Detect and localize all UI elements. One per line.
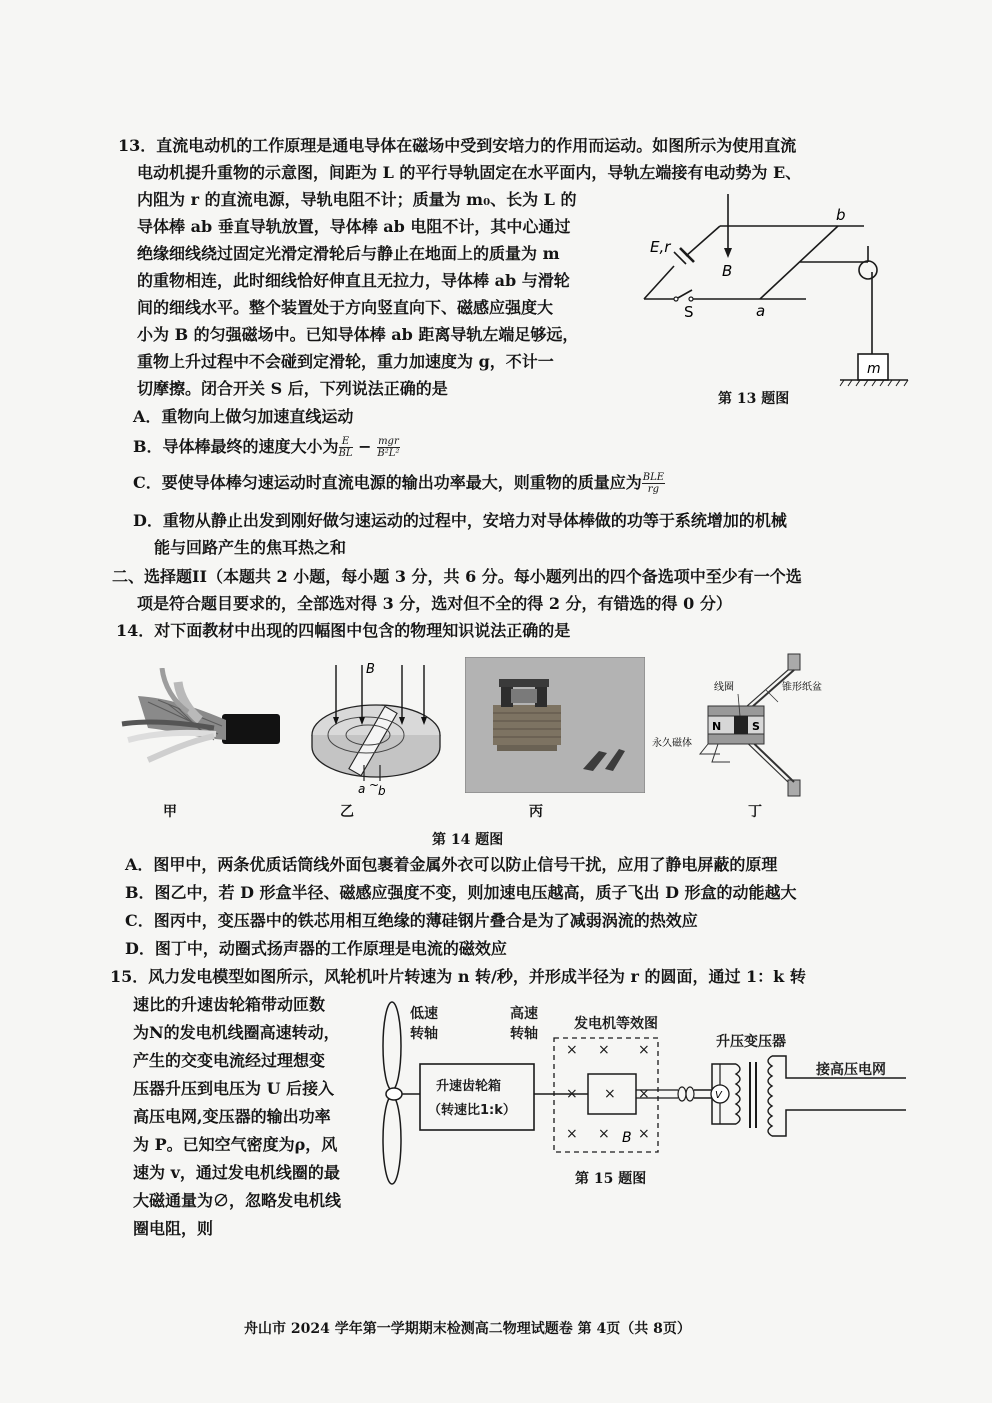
q14-option-d: D．图丁中，动圈式扬声器的工作原理是电流的磁效应 <box>125 939 507 958</box>
q15-line-9: 大磁通量为∅，忽略发电机线 <box>133 1191 342 1210</box>
x-mark: × <box>638 1086 650 1102</box>
frac-num: mgr <box>378 436 399 447</box>
q13-line-4: 导体棒 ab 垂直导轨放置，导体棒 ab 电阻不计，其中心通过 <box>137 217 571 236</box>
q13-line-6: 的重物相连，此时细线恰好伸直且无拉力，导体棒 ab 与滑轮 <box>137 271 570 290</box>
label-low-speed-1: 低速 <box>410 1006 438 1022</box>
frac-den: rg <box>647 484 659 495</box>
q15-line-6: 高压电网,变压器的输出功率 <box>133 1107 331 1126</box>
q14-stem: 14．对下面教材中出现的四幅图中包含的物理知识说法正确的是 <box>116 621 571 640</box>
q14-option-b: B．图乙中，若 D 形盒半径、磁感应强度不变，则加速电压越高，质子飞出 D 形盒的动能越大 <box>125 883 797 902</box>
q13-option-a: A．重物向上做匀加速直线运动 <box>133 407 354 426</box>
fraction-mgr-over-B2L2 <box>377 436 400 459</box>
q13-option-d-line-1: D．重物从静止出发到刚好做匀速运动的过程中，安培力对导体棒做的功等于系统增加的机械 <box>133 511 787 530</box>
q13-option-c-prefix: C．要使导体棒匀速运动时直流电源的输出功率最大，则重物的质量应为 <box>133 473 642 492</box>
figure-14-label-jia: 甲 <box>163 804 177 820</box>
figure-14-label-yi: 乙 <box>340 804 354 820</box>
q13-line-7: 间的细线水平。整个装置处于方向竖直向下、磁感应强度大 <box>137 298 554 317</box>
label-magnet: 永久磁体 <box>652 738 692 749</box>
label-E-r: E,r <box>650 238 671 256</box>
label-S: S <box>752 720 760 733</box>
minus-sign: − <box>352 437 378 456</box>
fraction-BLE-over-rg <box>642 472 665 495</box>
q13-line-5: 绝缘细线绕过固定光滑定滑轮后与静止在地面上的质量为 m <box>137 244 560 263</box>
q13-line-9: 重物上升过程中不会碰到定滑轮，重力加速度为 g，不计一 <box>137 352 554 371</box>
figure-14-cable <box>118 668 280 772</box>
figure-14-transformer-photo <box>465 657 645 793</box>
section-2-line-2: 项是符合题目要求的，全部选对得 3 分，选对但不全的得 2 分，有错选的得 0 分） <box>137 594 732 613</box>
voltmeter-icon: V <box>715 1090 722 1101</box>
figure-14-loudspeaker <box>648 650 840 798</box>
section-2-line-1: 二、选择题II（本题共 2 小题，每小题 3 分，共 6 分。每小题列出的四个备选项中至少有一个选 <box>112 567 802 586</box>
x-mark: × <box>598 1042 610 1058</box>
label-N: N <box>712 720 722 733</box>
label-high-speed-2: 转轴 <box>510 1026 538 1042</box>
q13-line-8: 小为 B 的匀强磁场中。已知导体棒 ab 距离导轨左端足够远， <box>137 325 579 344</box>
label-b: b <box>836 206 846 224</box>
frac-num: E <box>339 436 353 448</box>
q15-line-7: 为 P。已知空气密度为ρ，风 <box>133 1135 338 1154</box>
fraction-E-over-BL <box>339 436 353 459</box>
label-coil: 线圈 <box>714 682 734 693</box>
page-footer: 舟山市 2024 学年第一学期期末检测高二物理试题卷 第 4页（共 8页） <box>244 1321 691 1337</box>
q14-option-c: C．图丙中，变压器中的铁芯用相互绝缘的薄硅钢片叠合是为了减弱涡流的热效应 <box>125 911 698 930</box>
figure-15-diagram <box>372 994 908 1190</box>
label-gearbox-1: 升速齿轮箱 <box>436 1079 502 1094</box>
figure-15-caption: 第 15 题图 <box>575 1171 647 1187</box>
x-mark: × <box>566 1042 578 1058</box>
q13-line-3: 内阻为 r 的直流电源，导轨电阻不计；质量为 m₀、长为 L 的 <box>137 190 577 209</box>
q15-line-2: 速比的升速齿轮箱带动匝数 <box>133 995 326 1014</box>
label-tilde: ~ <box>369 778 380 792</box>
label-B: B <box>366 662 375 677</box>
figure-14-cyclotron <box>306 655 454 795</box>
label-b: b <box>378 784 386 795</box>
figure-13-diagram <box>636 186 916 398</box>
q13-line-10: 切摩擦。闭合开关 S 后，下列说法正确的是 <box>137 379 448 398</box>
label-S: S <box>684 303 694 321</box>
label-m: m <box>867 361 881 377</box>
frac-den: B²L² <box>377 448 400 459</box>
figure-14-caption: 第 14 题图 <box>432 832 504 848</box>
label-B: B <box>622 1130 632 1146</box>
label-generator: 发电机等效图 <box>574 1016 658 1032</box>
x-mark: × <box>638 1042 650 1058</box>
q13-option-b <box>133 434 400 460</box>
label-high-speed-1: 高速 <box>510 1006 538 1022</box>
figure-13-caption: 第 13 题图 <box>718 391 790 407</box>
q13-option-d-line-2: 能与回路产生的焦耳热之和 <box>154 538 347 557</box>
q15-line-5: 压器升压到电压为 U 后接入 <box>133 1079 335 1098</box>
x-mark: × <box>566 1126 578 1142</box>
label-low-speed-2: 转轴 <box>410 1026 438 1042</box>
label-gearbox-2: （转速比1:k） <box>428 1103 516 1118</box>
label-cone: 锥形纸盆 <box>782 682 822 693</box>
frac-num: BLE <box>642 472 665 483</box>
q13-option-b-prefix: B．导体棒最终的速度大小为 <box>133 437 339 456</box>
q15-line-3: 为N的发电机线圈高速转动， <box>133 1023 340 1042</box>
x-mark: × <box>598 1126 610 1142</box>
q14-option-a: A．图甲中，两条优质话筒线外面包裹着金属外衣可以防止信号干扰，应用了静电屏蔽的原理 <box>125 855 778 874</box>
q13-option-c <box>133 470 665 496</box>
label-a: a <box>358 782 366 795</box>
q15-line-1: 15．风力发电模型如图所示，风轮机叶片转速为 n 转/秒，并形成半径为 r 的圆面，通过 1：k 转 <box>110 967 806 986</box>
frac-den: BL <box>338 448 353 459</box>
label-a: a <box>756 302 766 320</box>
label-grid: 接高压电网 <box>816 1062 886 1078</box>
x-mark: × <box>566 1086 578 1102</box>
label-transformer: 升压变压器 <box>716 1034 786 1050</box>
x-mark: × <box>604 1086 616 1102</box>
q15-line-10: 圈电阻，则 <box>133 1219 214 1238</box>
q15-line-8: 速为 v，通过发电机线圈的最 <box>133 1163 340 1182</box>
figure-14-label-ding: 丁 <box>748 804 762 820</box>
x-mark: × <box>638 1126 650 1142</box>
q13-line-1: 13．直流电动机的工作原理是通电导体在磁场中受到安培力的作用而运动。如图所示为使用直流 <box>118 136 797 155</box>
q13-line-2: 电动机提升重物的示意图，间距为 L 的平行导轨固定在水平面内，导轨左端接有电动势为 E、 <box>137 163 802 182</box>
figure-14-label-bing: 丙 <box>529 804 543 820</box>
label-B: B <box>722 262 733 280</box>
q15-line-4: 产生的交变电流经过理想变 <box>133 1051 326 1070</box>
